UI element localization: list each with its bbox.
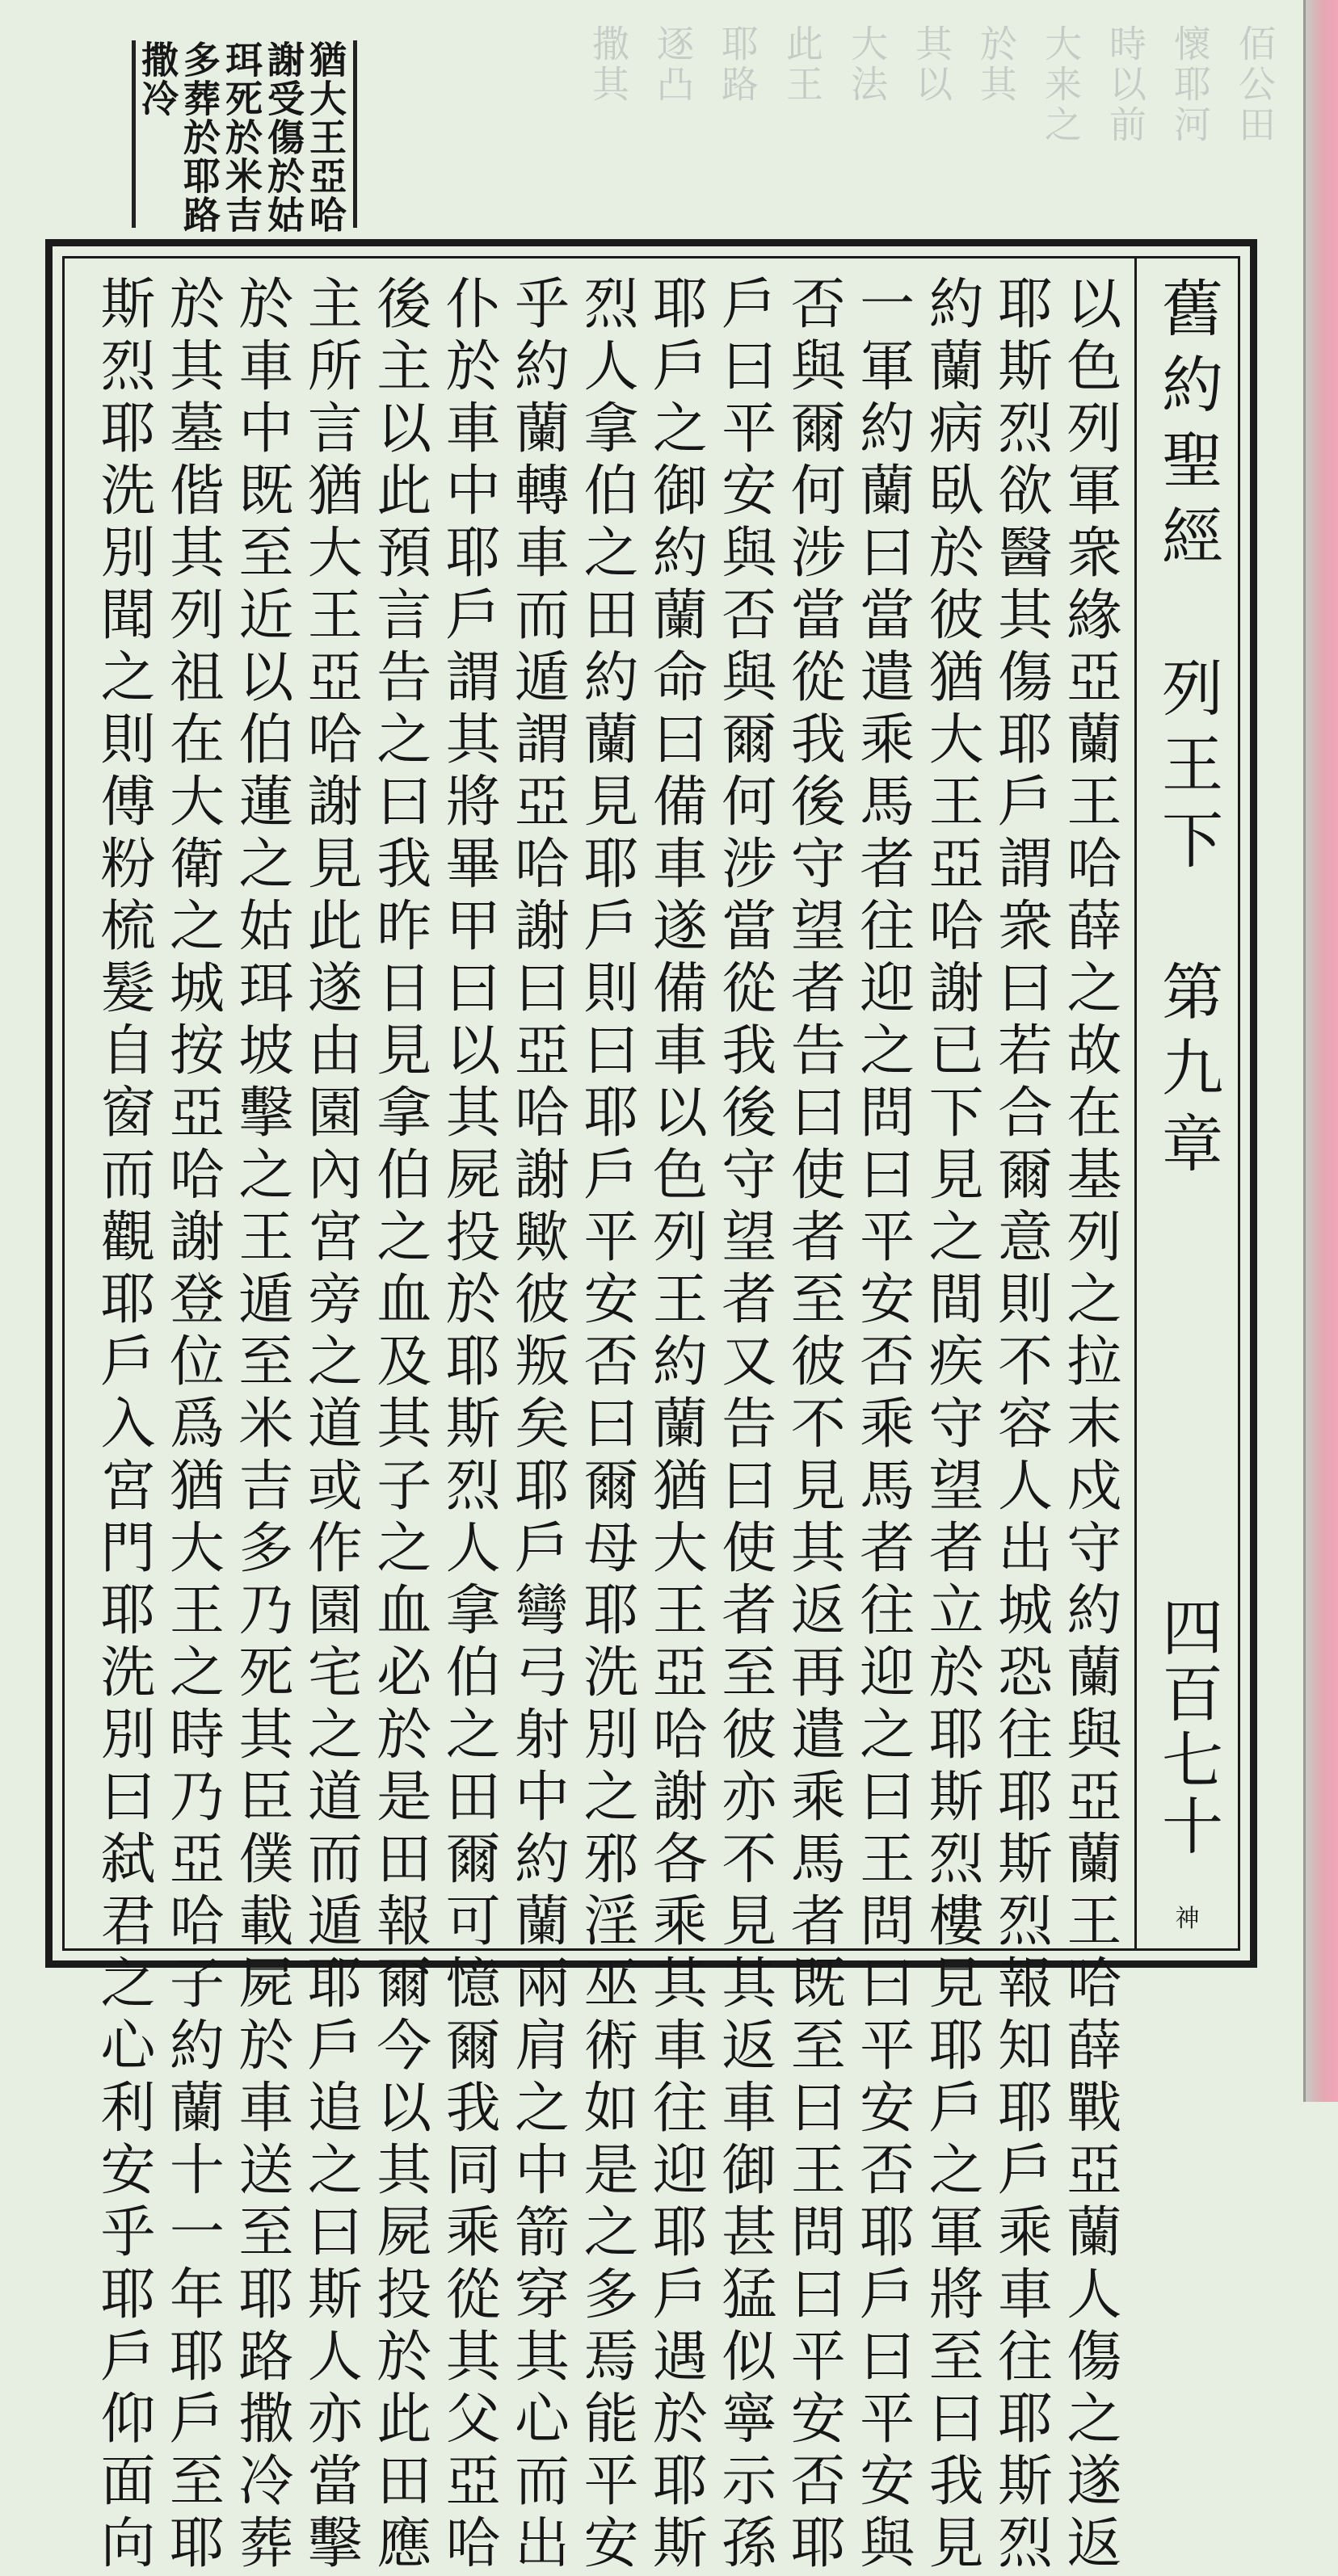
ghost-column: 此王 — [780, 24, 824, 105]
text-column: 否與爾何涉當從我後守望者告曰使者至彼不見其返再遣乘馬者既至曰王問曰平安否耶 — [781, 275, 846, 2576]
ghost-column: 於其 — [974, 24, 1018, 105]
text-column: 仆於車中耶戶謂其將畢甲曰以其屍投於耶斯烈人拿伯之田爾可憶爾我同乘從其父亞哈 — [436, 275, 501, 2576]
text-column: 耶斯烈欲醫其傷耶戶謂衆曰若合爾意則不容人出城恐往耶斯烈報知耶戶乘車往耶斯烈 — [988, 275, 1053, 2576]
text-column: 斯烈耶洗別聞之則傅粉梳髮自窗而觀耶戶入宮門耶洗別曰弑君之心利安乎耶戶仰面向 — [91, 275, 155, 2576]
scripture-body — [91, 275, 1121, 2576]
next-leaf-edge — [1306, 0, 1338, 2102]
headnote-rule — [353, 40, 357, 228]
ghost-column: 逐凸 — [651, 24, 695, 105]
headnote-rule — [132, 40, 136, 228]
book-chapter-title: 舊約聖經 列王下 第九章 — [1151, 276, 1224, 1187]
headnote-line: 猶大王亞哈 — [304, 40, 347, 234]
footer-mark: 神 — [1175, 1905, 1200, 1933]
text-column: 以色列軍衆緣亞蘭王哈薛之故在基列之拉末戍守約蘭與亞蘭王哈薛戰亞蘭人傷之遂返 — [1057, 275, 1121, 2576]
text-column: 後主以此預言告之曰我昨日見拿伯之血及其子之血必於是田報爾今以其屍投於此田應 — [367, 275, 431, 2576]
text-frame — [45, 239, 1257, 2576]
text-column: 約蘭病臥於彼猶大王亞哈謝已下見之間疾守望者立於耶斯烈樓見耶戶之軍將至曰我見 — [919, 275, 984, 2576]
text-column: 戶曰平安與否與爾何涉當從我後守望者又告曰使者至彼亦不見其返車御甚猛似寧示孫 — [712, 275, 776, 2576]
ghost-column: 耶路 — [716, 24, 759, 105]
ghost-column: 大来之 — [1039, 24, 1083, 145]
text-column: 乎約蘭轉車而遁謂亞哈謝曰亞哈謝歟彼叛矣耶戶彎弓射中約蘭兩肩之中箭穿其心而出 — [505, 275, 570, 2576]
headnote-line: 多葬於耶路 — [178, 40, 221, 234]
headnote-line: 撒冷 — [136, 40, 179, 118]
chapter-headnote — [136, 40, 360, 234]
text-frame-inner — [62, 256, 1240, 2576]
page-number: 四百七十 — [1151, 1595, 1224, 1860]
text-column: 一軍約蘭曰當遣乘馬者往迎之問曰平安否乘馬者往迎之曰王問曰平安否耶戶曰平安與 — [850, 275, 915, 2576]
text-column: 主所言猶大王亞哈謝見此遂由園內宮旁之道或作園宅之道而遁耶戶追之曰斯人亦當擊 — [298, 275, 363, 2576]
ghost-column: 撒其 — [587, 24, 630, 105]
text-column: 耶戶之御約蘭命曰備車遂備車以色列王約蘭猶大王亞哈謝各乘其車往迎耶戶遇於耶斯 — [643, 275, 708, 2576]
text-column: 於其墓偕其列祖在大衛之城按亞哈謝登位爲猶大王之時乃亞哈子約蘭十一年耶戶至耶 — [160, 275, 225, 2576]
headnote-line: 珥死於米吉 — [220, 40, 263, 234]
ghost-column: 其以 — [910, 24, 953, 105]
text-column: 烈人拿伯之田約蘭見耶戶則曰耶戶平安否曰爾母耶洗別之邪淫巫術如是之多焉能平安 — [574, 275, 638, 2576]
ghost-column: 時以前 — [1104, 24, 1147, 145]
running-head — [1134, 258, 1238, 1948]
ghost-column: 懷耶河 — [1168, 24, 1212, 145]
ghost-column: 佰公田 — [1233, 24, 1277, 145]
headnote-line: 謝受傷於姑 — [262, 40, 305, 234]
text-column: 於車中既至近以伯蓮之姑珥坡擊之王遁至米吉多乃死其臣僕載屍於車送至耶路撒冷葬 — [229, 275, 293, 2576]
ghost-column: 大法 — [845, 24, 889, 105]
